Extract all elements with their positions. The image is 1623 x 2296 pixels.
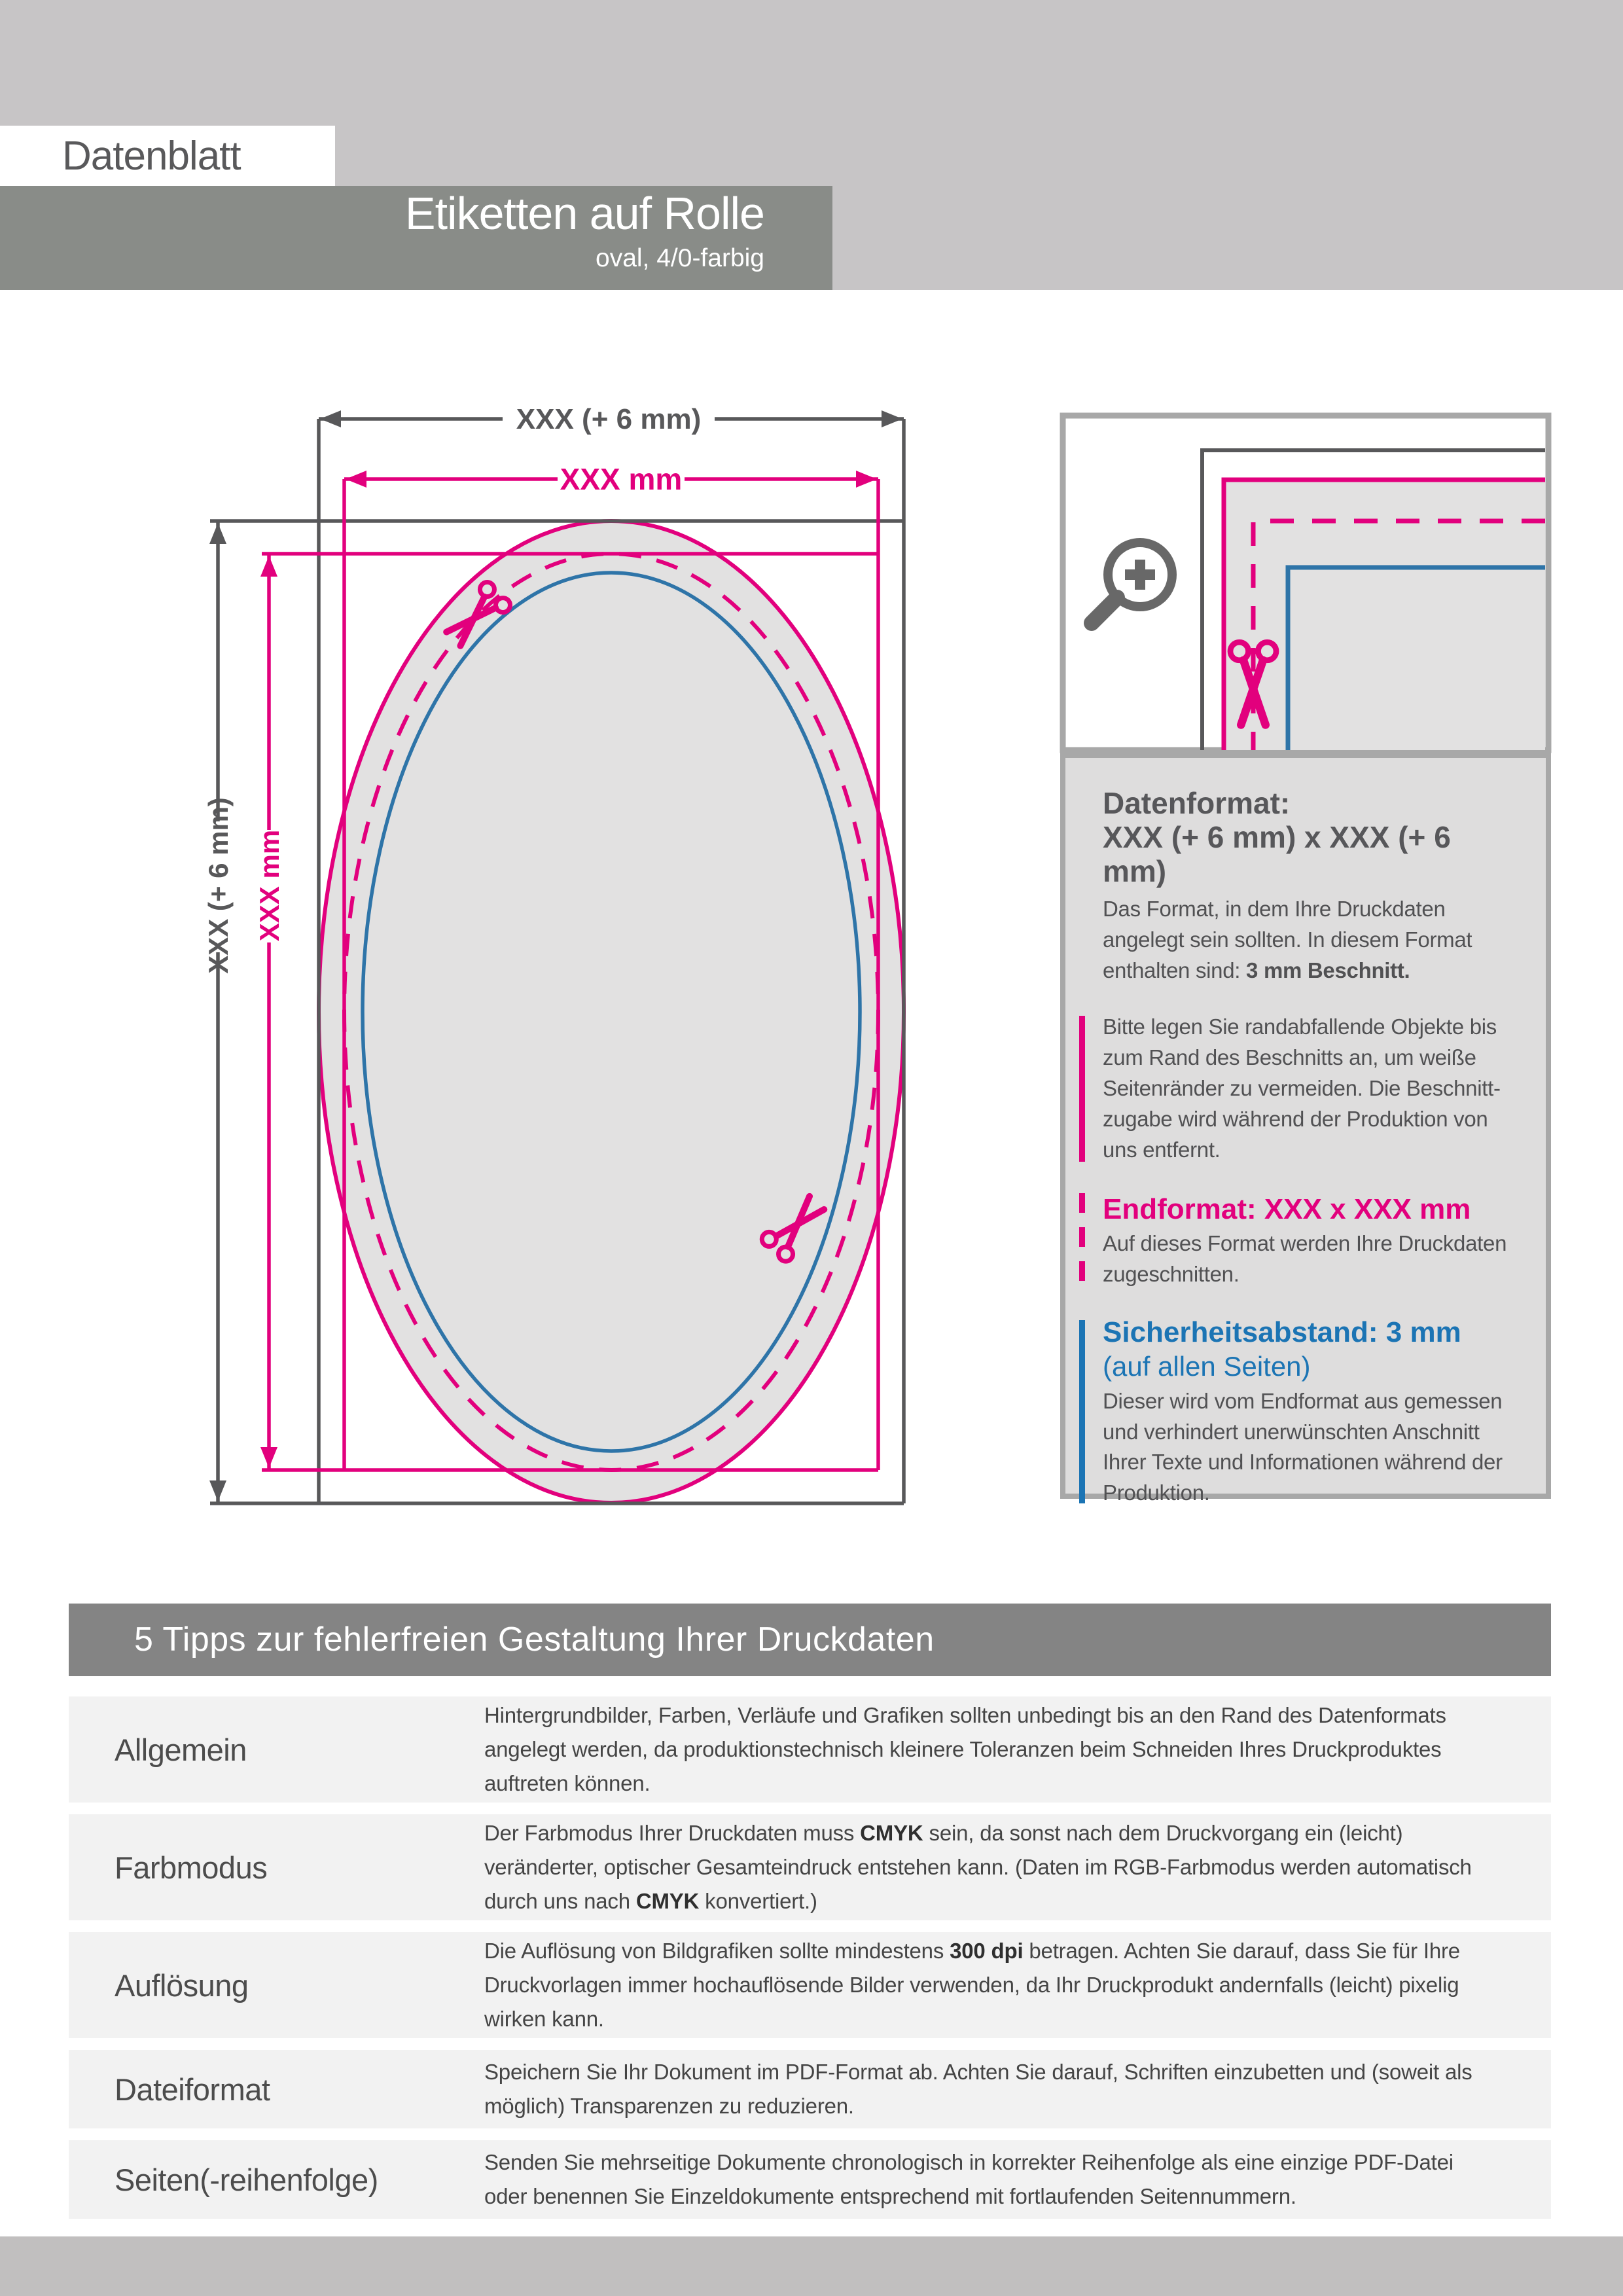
safety-subheading: (auf allen Seiten): [1103, 1350, 1311, 1382]
tip-body: [484, 1934, 1551, 2036]
dim-height-inner-label: XXX mm: [254, 829, 285, 942]
tip-text: sein, da sonst nach dem Druckvorgang ein (leicht) veränderter, optischer Gesamteindruck entstehen kann. (Daten im RGB-Farbmodus werden automatisch durch uns nach: [484, 1820, 1472, 1914]
tip-body: Hintergrundbilder, Farben, Verläufe und Grafiken sollten unbedingt bis an den Rand des Datenformats angelegt werden, da produktionstechnisch kleinere Toleranzen beim Schneiden Ihres Druckproduktes auftreten können.: [484, 1702, 1446, 1796]
tip-row-seiten: [69, 2140, 1551, 2219]
safety-heading: Sicherheitsabstand: 3 mm: [1103, 1316, 1461, 1349]
tip-text: Die Auflösung von Bildgrafiken sollte mindestens: [484, 1938, 950, 1963]
format-info-panel: [1060, 753, 1551, 1505]
datenblatt-box: [0, 126, 335, 186]
tip-text: konvertiert.): [699, 1889, 817, 1914]
tip-text-bold: CMYK: [635, 1889, 700, 1914]
tip-text: betragen. Achten Sie darauf, dass Sie für Ihre Druckvorlagen immer hochauflösende Bilder verwenden, da Ihr Druckprodukt andernfalls (leicht) pixelig wirken kann.: [484, 1938, 1460, 2032]
tip-row-dateiformat: [69, 2050, 1551, 2128]
dim-height-outer-label: XXX (+ 6 mm): [203, 797, 234, 974]
page-subtitle: oval, 4/0-farbig: [596, 244, 764, 272]
datenformat-body: Das Format, in dem Ihre Druckdaten angelegt sein sollten. In diesem Format enthalten sind:: [1103, 896, 1472, 982]
tip-text: Der Farbmodus Ihrer Druckdaten muss: [484, 1820, 861, 1845]
tip-label: Farbmodus: [115, 1850, 268, 1885]
page-title: Etiketten auf Rolle: [404, 188, 764, 239]
corner-detail-box: [1054, 406, 1558, 762]
tip-label: Allgemein: [115, 1732, 247, 1767]
tip-body: Senden Sie mehrseitige Dokumente chronologisch in korrekter Reihenfolge als eine einzige PDF-Datei oder benennen Sie Einzeldokumente entsprechend mit fortlaufenden Seitennummern.: [484, 2149, 1454, 2208]
bleed-note-section: [1103, 1012, 1520, 1165]
title-banner: [0, 186, 832, 290]
tip-row-aufloesung: [69, 1932, 1551, 2038]
datenformat-body-bold: 3 mm Beschnitt.: [1246, 958, 1410, 982]
tip-text-bold: 300 dpi: [950, 1938, 1024, 1963]
dim-width-inner-label: XXX mm: [560, 462, 683, 496]
tip-label: Auflösung: [115, 1967, 249, 2003]
datenformat-section: [1103, 787, 1520, 986]
endformat-body: Auf dieses Format werden Ihre Druckdaten zugeschnitten.: [1103, 1231, 1507, 1287]
tip-label: Dateiformat: [115, 2072, 270, 2107]
tip-row-farbmodus: [69, 1814, 1551, 1920]
tip-body: [484, 1816, 1551, 1918]
datenformat-value: XXX (+ 6 mm) x XXX (+ 6 mm): [1103, 819, 1451, 888]
bleed-note-text: Bitte legen Sie randabfallende Objekte bis zum Rand des Beschnitts an, um weiße Seitenränder zu vermeiden. Die Beschnittzugabe wird während der Produktion von uns entfernt.: [1103, 1014, 1501, 1162]
safety-section: [1103, 1316, 1520, 1509]
dim-width-outer-label: XXX (+ 6 mm): [516, 403, 702, 435]
label-diagram: [0, 367, 982, 1558]
datenblatt-label: Datenblatt: [62, 134, 241, 179]
datenformat-heading: Datenformat:: [1103, 786, 1291, 820]
tip-body: Speichern Sie Ihr Dokument im PDF-Format ab. Achten Sie darauf, Schriften einzubetten und (soweit als möglich) Transparenzen zu reduzieren.: [484, 2059, 1472, 2118]
bleed-oval: [319, 521, 904, 1503]
safety-body: Dieser wird vom Endformat aus gemessen und verhindert unerwünschten Anschnitt Ihrer Texte und Informationen während der Produktion.: [1103, 1388, 1503, 1505]
endformat-section: [1103, 1193, 1520, 1290]
endformat-heading: Endformat: XXX x XXX mm: [1103, 1193, 1471, 1225]
tip-text-bold: CMYK: [860, 1820, 923, 1845]
footer-bar: [0, 2236, 1623, 2296]
tips-banner: 5 Tipps zur fehlerfreien Gestaltung Ihrer Druckdaten: [69, 1604, 1551, 1676]
tip-row-allgemein: [69, 1696, 1551, 1803]
tip-label: Seiten(-reihenfolge): [115, 2162, 378, 2197]
